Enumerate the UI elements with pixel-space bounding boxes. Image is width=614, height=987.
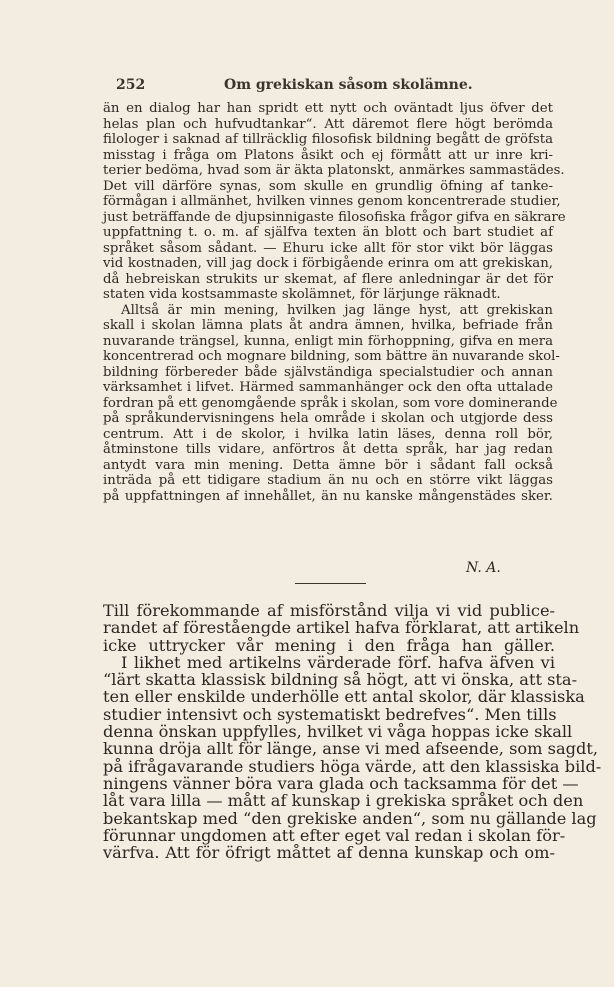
editorial-note [103,601,602,863]
text-line: på uppfattningen af innehållet, än nu kanske mångenstädes sker. [103,488,553,504]
section-divider [295,583,366,584]
text-line: kunna dröja allt för länge, anse vi med afseende, som sagdt, [103,739,598,759]
text-line: ten eller enskilde underhölle ett antal skolor, där klassiska [103,687,585,707]
text-line: vid kostnaden, vill jag dock i förbigående erinra om att grekiskan, [103,256,553,271]
text-line: på ifrågavarande studiers höga värde, att den klassiska bild- [103,756,602,776]
text-line: än en dialog har han spridt ett nytt och oväntadt ljus öfver det [103,101,553,116]
text-line: just beträffande de djupsinnigaste filosofiska frågor gifva en säkrare [103,209,566,225]
text-line: värfva. Att för öfrigt måttet af denna kunskap och om- [103,843,555,863]
text-line: randet af föreståengde artikel hafva förklarat, att artikeln [103,618,580,638]
text-line: denna önskan uppfylles, hvilket vi våga hoppas icke skall [103,722,573,742]
text-line: fordran på ett genomgående språk i skolan, som vore dominerande [103,395,558,411]
text-line: värksamhet i lifvet. Härmed sammanhänger ock den ofta uttalade [103,380,553,395]
text-line: ningens vänner böra vara glada och tacksamma för det — [103,773,579,793]
text-line: Alltså är min mening, hvilken jag länge hyst, att grekiskan [121,302,553,318]
author-signature: N. A. [466,560,501,576]
article-body [103,101,566,504]
text-line: I likhet med artikelns värderade förf. hafva äfven vi [121,652,555,672]
text-line: “lärt skatta klassisk bildning så högt, att vi önska, att sta- [103,670,578,690]
text-line: uppfattning t. o. m. af själfva texten än blott och bart studiet af [103,225,553,240]
running-title: Om grekiskan såsom skolämne. [224,77,473,93]
text-line: misstag i fråga om Platons åsikt och ej förmått att ur inre kri- [103,147,553,163]
text-line: studier intensivt och systematiskt bedrefves“. Men tills [103,704,557,724]
text-line: filologer i saknad af tillräcklig filosofisk bildning begått de gröfsta [103,132,553,147]
text-line: icke uttrycker vår mening i den fråga han gäller. [103,635,555,655]
text-line: koncentrerad och mognare bildning, som bättre än nuvarande skol- [103,349,560,364]
text-line: skall i skolan lämna plats åt andra ämnen, hvilka, befriade från [103,318,553,333]
text-line: på språkundervisningens hela område i skolan och utgjorde dess [103,411,553,426]
text-line: helas plan och hufvudtankar“. Att däremot flere högt berömda [103,116,553,132]
text-line: Det vill därföre synas, som skulle en grundlig öfning af tanke- [103,178,553,194]
text-line: då hebreiskan strukits ur skemat, af flere anledningar är det för [103,271,553,287]
text-line: nuvarande trängsel, kunna, enligt min förhoppning, gifva en mera [103,333,553,349]
text-line: bildning förbereder både självständiga specialstudier och annan [103,364,553,380]
page-number: 252 [116,77,146,93]
text-line: inträda på ett tidigare stadium än nu och en större vikt läggas [103,473,553,488]
text-line: centrum. Att i de skolor, i hvilka latin läses, denna roll bör, [103,426,553,442]
text-line: antydt vara min mening. Detta ämne bör i sådant fall också [103,457,553,473]
text-line: åtminstone tills vidare, anförtros åt detta språk, har jag redan [103,442,553,457]
text-line: bekantskap med “den grekiske anden“, som nu gällande lag [103,808,597,828]
text-line: förunnar ungdomen att efter eget val redan i skolan för- [103,825,566,845]
text-line: terier bedöma, hvad som är äkta platonskt, anmärkes sammastädes. [103,163,565,178]
text-line: språket såsom sådant. — Ehuru icke allt för stor vikt bör läggas [103,240,553,256]
text-line: Till förekommande af misförstånd vilja vi vid publice- [103,601,555,620]
text-line: låt vara lilla — mått af kunskap i grekiska språket och den [103,791,584,811]
text-line: staten vida kostsammaste skolämnet, för lärjunge räknadt. [103,287,501,302]
text-line: förmågan i allmänhet, hvilken vinnes genom koncentrerade studier, [103,194,561,209]
